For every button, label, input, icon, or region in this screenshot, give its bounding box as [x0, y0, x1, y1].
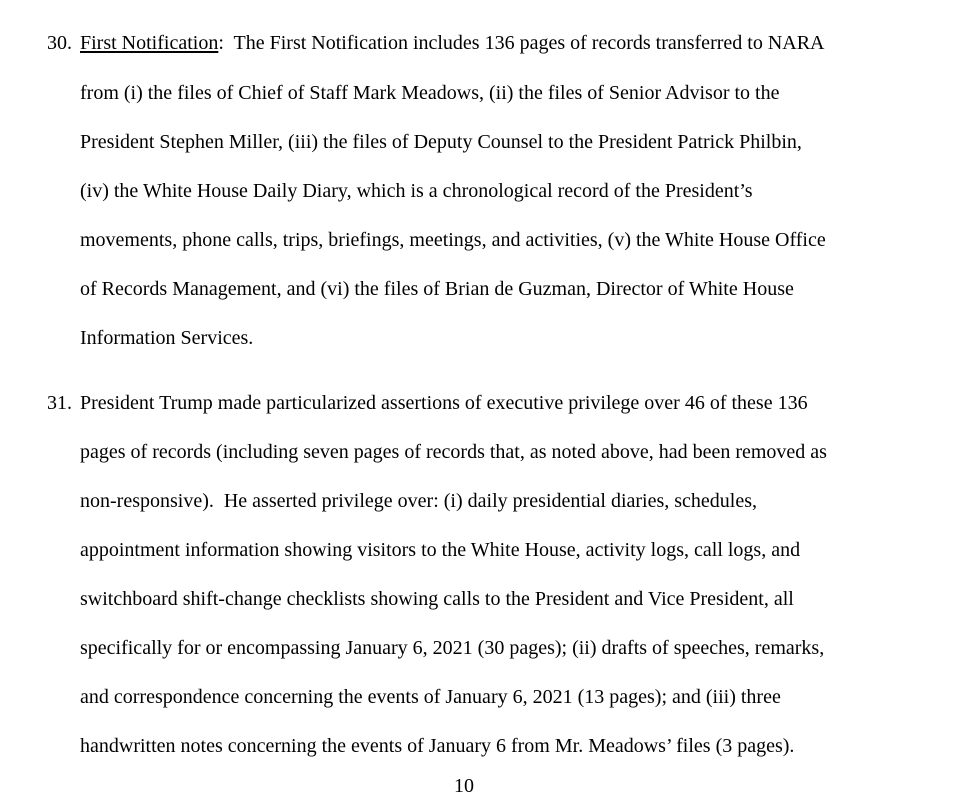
paragraph-heading: First Notification	[80, 32, 219, 54]
paragraph-line: movements, phone calls, trips, briefings, meetings, and activities, (v) the White House Office	[80, 229, 826, 251]
paragraph-number: 31.	[47, 392, 72, 414]
paragraph-line: appointment information showing visitors to the White House, activity logs, call logs, and	[80, 539, 801, 561]
paragraph-line: and correspondence concerning the events of January 6, 2021 (13 pages); and (iii) three	[80, 686, 781, 708]
page-number: 10	[454, 775, 474, 797]
paragraph-line: Information Services.	[80, 327, 254, 349]
paragraph-line: (iv) the White House Daily Diary, which is a chronological record of the President’s	[80, 180, 753, 202]
paragraph-line: of Records Management, and (vi) the files of Brian de Guzman, Director of White House	[80, 278, 794, 300]
paragraph-line: pages of records (including seven pages of records that, as noted above, had been removed as	[80, 441, 827, 463]
paragraph-first-line	[80, 31, 825, 55]
paragraph-number: 30.	[47, 32, 72, 54]
line-text: President Trump made particularized assertions of executive privilege over 46 of these 136	[80, 392, 808, 414]
paragraph-line: President Stephen Miller, (iii) the files of Deputy Counsel to the President Patrick Philbin,	[80, 131, 802, 153]
line-text: The First Notification includes 136 pages of records transferred to NARA	[223, 32, 825, 54]
paragraph-line: handwritten notes concerning the events of January 6 from Mr. Meadows’ files (3 pages).	[80, 735, 795, 757]
paragraph-line: non-responsive). He asserted privilege over: (i) daily presidential diaries, schedules,	[80, 490, 758, 512]
heading-suffix: :	[218, 32, 224, 54]
paragraph-line: from (i) the files of Chief of Staff Mark Meadows, (ii) the files of Senior Advisor to the	[80, 82, 780, 104]
paragraph-line: specifically for or encompassing January 6, 2021 (30 pages); (ii) drafts of speeches, remarks,	[80, 637, 825, 659]
paragraph-line: switchboard shift-change checklists showing calls to the President and Vice President, all	[80, 588, 794, 610]
